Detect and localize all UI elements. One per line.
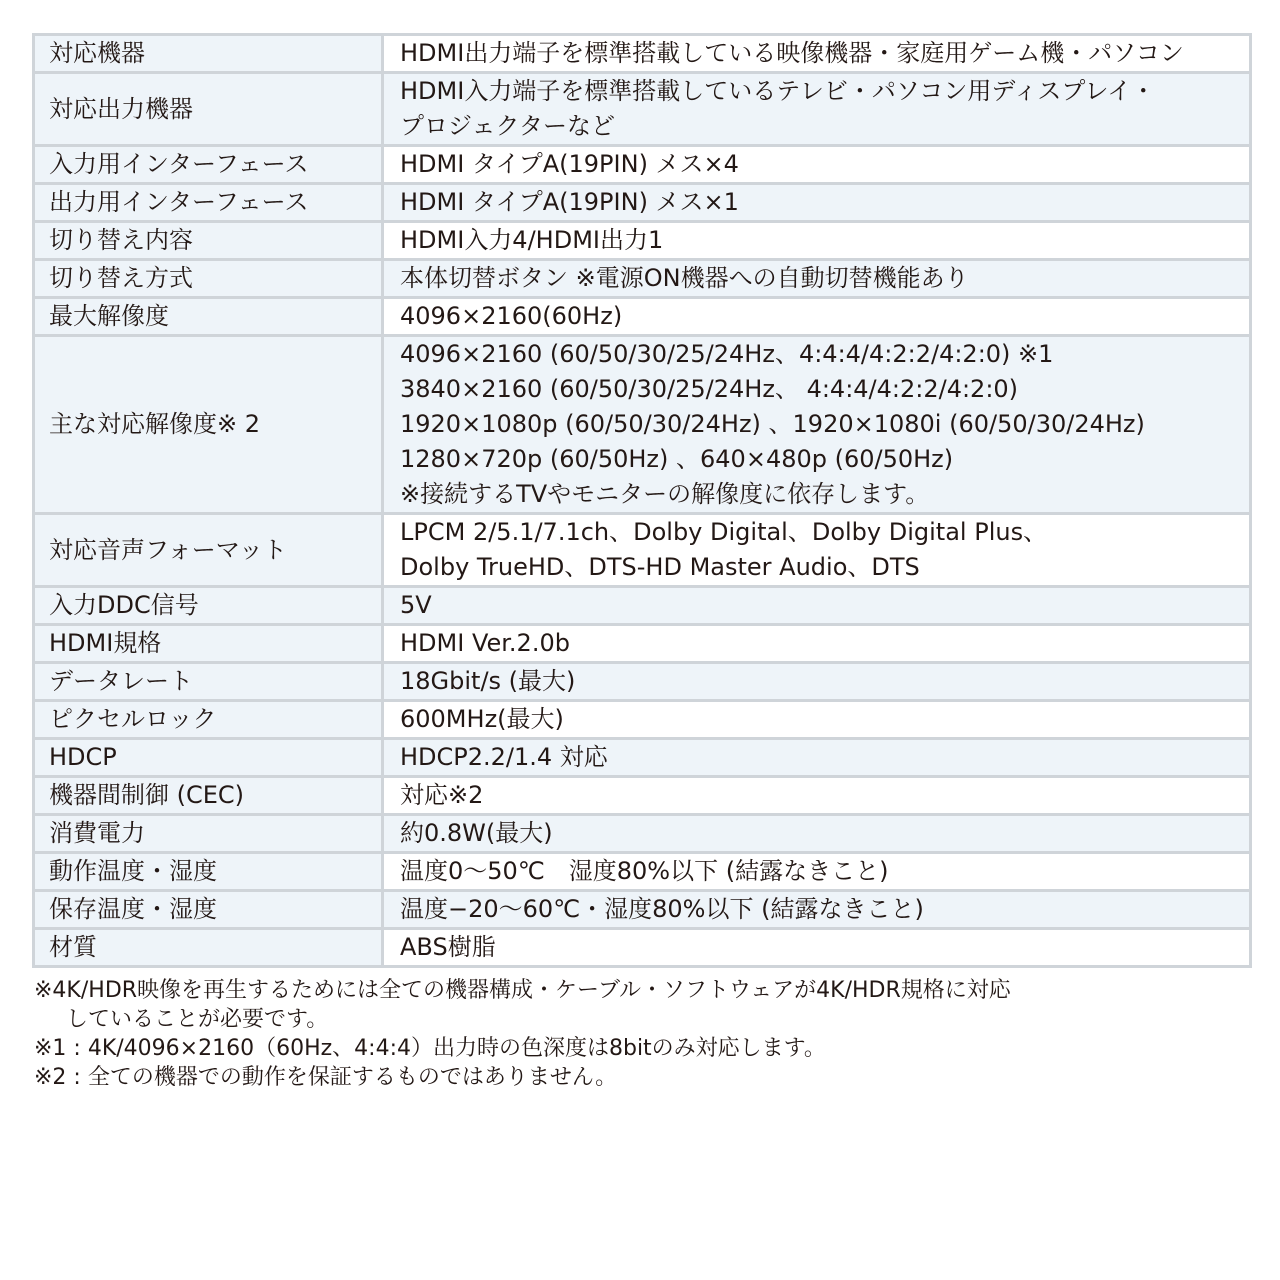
spec-row (34, 663, 1251, 701)
footnote-hdr-continued: していることが必要です。 (66, 1007, 329, 1032)
spec-value-line: HDMI Ver.2.0b (400, 629, 570, 657)
spec-value-line: HDCP2.2/1.4 対応 (400, 743, 608, 771)
spec-value (383, 701, 1251, 739)
spec-value (383, 739, 1251, 777)
spec-value-line: 温度0〜50℃ 湿度80%以下 (結露なきこと) (400, 857, 889, 885)
spec-row (34, 260, 1251, 298)
spec-label: 最大解像度 (34, 298, 383, 336)
spec-row (34, 35, 1251, 73)
spec-label: データレート (34, 663, 383, 701)
spec-value-line: 18Gbit/s (最大) (400, 667, 576, 695)
spec-value (383, 625, 1251, 663)
spec-value-line: LPCM 2/5.1/7.1ch、Dolby Digital、Dolby Digital Plus、 (400, 518, 1048, 546)
spec-value-line: 3840×2160 (60/50/30/25/24Hz、 4:4:4/4:2:2/4:2:0) (400, 375, 1019, 403)
spec-label: 入力DDC信号 (34, 587, 383, 625)
spec-row (34, 815, 1251, 853)
spec-table (32, 33, 1252, 968)
spec-value-line: HDMI入力端子を標準搭載しているテレビ・パソコン用ディスプレイ・ (400, 77, 1156, 105)
spec-label: 材質 (34, 929, 383, 967)
spec-table-body (34, 35, 1251, 967)
spec-label: 入力用インターフェース (34, 146, 383, 184)
spec-value (383, 35, 1251, 73)
spec-value-line: 対応※2 (400, 781, 484, 809)
spec-value-line: 温度−20〜60℃・湿度80%以下 (結露なきこと) (400, 895, 924, 923)
spec-value (383, 587, 1251, 625)
spec-value (383, 73, 1251, 146)
spec-value-line: 4096×2160(60Hz) (400, 302, 623, 330)
footnote-1: ※1 : 4K/4096×2160（60Hz、4:4:4）出力時の色深度は8bitのみ対応します。 (34, 1036, 826, 1061)
spec-row (34, 298, 1251, 336)
spec-row (34, 625, 1251, 663)
spec-value (383, 336, 1251, 514)
spec-value (383, 853, 1251, 891)
spec-row (34, 777, 1251, 815)
spec-label: 対応音声フォーマット (34, 514, 383, 587)
spec-label: 切り替え方式 (34, 260, 383, 298)
spec-row (34, 146, 1251, 184)
spec-value-line: 1920×1080p (60/50/30/24Hz) 、1920×1080i (60/50/30/24Hz) (400, 410, 1145, 438)
spec-value-line: プロジェクターなど (400, 112, 616, 140)
spec-label: HDCP (34, 739, 383, 777)
spec-label: 保存温度・湿度 (34, 891, 383, 929)
spec-value (383, 298, 1251, 336)
spec-value-line: Dolby TrueHD、DTS-HD Master Audio、DTS (400, 553, 920, 581)
spec-value-line: 5V (400, 591, 432, 619)
spec-row (34, 701, 1251, 739)
spec-row (34, 891, 1251, 929)
spec-row (34, 336, 1251, 514)
spec-value (383, 260, 1251, 298)
spec-value-line: HDMI出力端子を標準搭載している映像機器・家庭用ゲーム機・パソコン (400, 39, 1184, 67)
spec-value-line: 1280×720p (60/50Hz) 、640×480p (60/50Hz) (400, 445, 954, 473)
spec-row (34, 514, 1251, 587)
spec-value-line: 本体切替ボタン ※電源ON機器への自動切替機能あり (400, 264, 969, 292)
spec-value (383, 891, 1251, 929)
spec-label: 動作温度・湿度 (34, 853, 383, 891)
spec-row (34, 739, 1251, 777)
spec-value (383, 777, 1251, 815)
footnote-2: ※2 : 全ての機器での動作を保証するものではありません。 (34, 1065, 618, 1090)
spec-value-line: ※接続するTVやモニターの解像度に依存します。 (400, 480, 930, 508)
spec-value-line: HDMI タイプA(19PIN) メス×1 (400, 188, 739, 216)
spec-row (34, 853, 1251, 891)
spec-row (34, 184, 1251, 222)
spec-value (383, 514, 1251, 587)
spec-label: 対応出力機器 (34, 73, 383, 146)
spec-label: HDMI規格 (34, 625, 383, 663)
spec-value-line: 4096×2160 (60/50/30/25/24Hz、4:4:4/4:2:2/4:2:0) ※1 (400, 340, 1054, 368)
spec-value (383, 184, 1251, 222)
spec-value-line: 約0.8W(最大) (400, 819, 553, 847)
spec-label: 消費電力 (34, 815, 383, 853)
spec-row (34, 929, 1251, 967)
spec-label: 主な対応解像度※ 2 (34, 336, 383, 514)
spec-value (383, 663, 1251, 701)
spec-row (34, 222, 1251, 260)
spec-value-line: HDMI タイプA(19PIN) メス×4 (400, 150, 739, 178)
spec-label: 出力用インターフェース (34, 184, 383, 222)
spec-value (383, 815, 1251, 853)
spec-value-line: 600MHz(最大) (400, 705, 564, 733)
spec-row (34, 587, 1251, 625)
spec-value-line: HDMI入力4/HDMI出力1 (400, 226, 664, 254)
footnote-hdr: ※4K/HDR映像を再生するためには全ての機器構成・ケーブル・ソフトウェアが4K/HDR規格に対応 (34, 978, 1011, 1003)
spec-row (34, 73, 1251, 146)
footnotes (34, 976, 1234, 1092)
spec-value-line: ABS樹脂 (400, 933, 496, 961)
spec-label: 対応機器 (34, 35, 383, 73)
spec-label: 切り替え内容 (34, 222, 383, 260)
spec-value (383, 929, 1251, 967)
spec-label: 機器間制御 (CEC) (34, 777, 383, 815)
spec-value (383, 222, 1251, 260)
spec-value (383, 146, 1251, 184)
spec-label: ピクセルロック (34, 701, 383, 739)
